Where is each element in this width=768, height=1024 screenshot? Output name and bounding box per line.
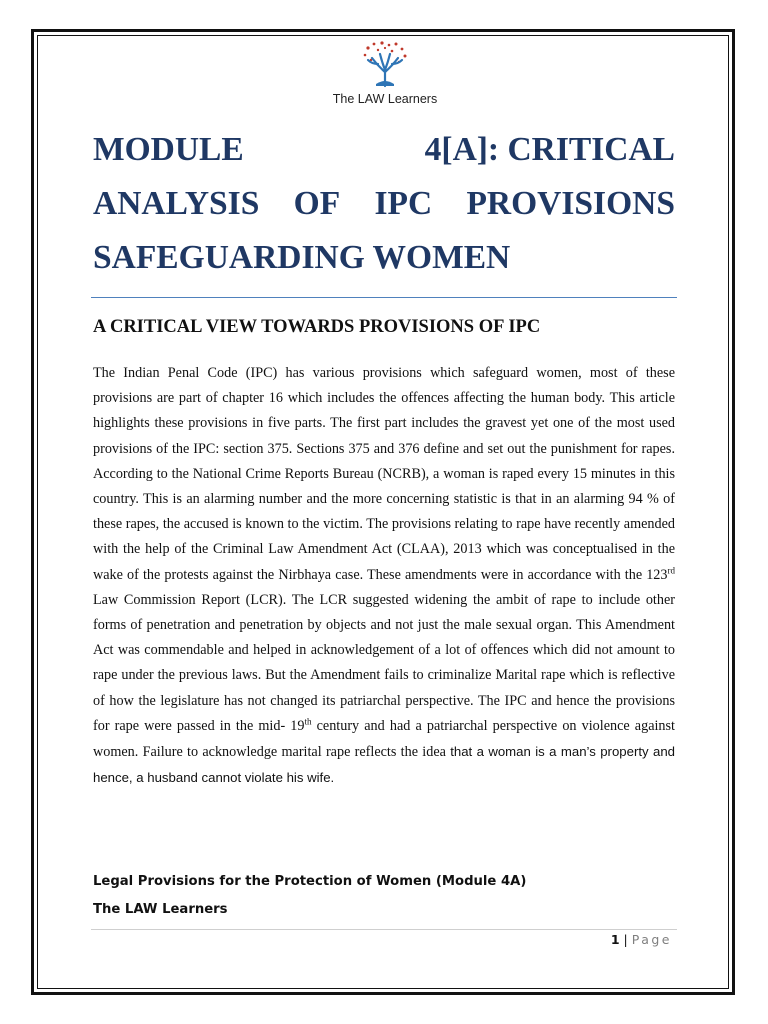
- body-paragraph: [93, 361, 675, 791]
- footer-divider: [91, 929, 677, 930]
- title-word: PROVISIONS: [466, 185, 675, 222]
- document-title: [93, 123, 675, 285]
- title-word: SAFEGUARDING WOMEN: [93, 239, 511, 276]
- logo: [330, 40, 440, 112]
- superscript-ordinal: th: [304, 716, 312, 727]
- title-divider: [91, 297, 677, 298]
- tree-logo-icon: [358, 40, 412, 90]
- page-label: Page: [631, 932, 672, 947]
- body-text-part: Law Commission Report (LCR). The LCR suggested widening the ambit of rape to include other forms of penetration and penetration by objects and not just the male sexual organ. This Amendment Act was commendable and helped in acknowledgement of a lot of offences which did not amount to rape under the previous laws. But the Amendment fails to criminalize Marital rape which is reflective of how the legislature has not changed its patriarchal perspective. The IPC and hence the provisions for rape were passed in the mid- 19: [93, 591, 675, 734]
- title-word: OF: [293, 185, 341, 222]
- body-text-part: century and had a patriarchal perspective on violence against women. Failure to acknowledge marital rape reflects the idea: [93, 717, 675, 761]
- body-text-tail: that a woman is a man’s property and hence, a husband cannot violate his wife.: [93, 744, 675, 786]
- logo-text: The LAW Learners: [332, 92, 438, 106]
- title-word: 4[A]: CRITICAL: [424, 131, 675, 168]
- body-text-part: The Indian Penal Code (IPC) has various provisions which safeguard women, most of these provisions are part of chapter 16 which includes the offences affecting the human body. This article highlights these provisions in five parts. The first part includes the gravest yet one of the most used provisions of the IPC: section 375. Sections 375 and 376 define and set out the punishment for rapes. According to the National Crime Reports Bureau (NCRB), a woman is raped every 15 minutes in this country. This is an alarming number and the more concerning statistic is that in an alarming 94 % of these rapes, the accused is known to the victim. The provisions relating to rape have recently amended with the help of the Criminal Law Amendment Act (CLAA), 2013 which was conceptualised in the wake of the protests against the Nirbhaya case. These amendments were in accordance with the 123: [93, 365, 675, 583]
- title-word: ANALYSIS: [93, 185, 260, 222]
- title-word: MODULE: [93, 131, 244, 168]
- page-number-value: 1: [610, 932, 620, 947]
- page-number-separator: |: [619, 932, 632, 947]
- superscript-ordinal: rd: [667, 564, 675, 575]
- footer-document-title: Legal Provisions for the Protection of Women (Module 4A): [93, 874, 527, 889]
- title-line-2: [93, 177, 675, 231]
- title-word: IPC: [374, 185, 433, 222]
- section-heading: A CRITICAL VIEW TOWARDS PROVISIONS OF IPC: [93, 317, 541, 337]
- title-line-3: [93, 231, 675, 285]
- page-number: [611, 932, 672, 947]
- footer-organization: The LAW Learners: [93, 902, 228, 917]
- title-line-1: [93, 123, 675, 177]
